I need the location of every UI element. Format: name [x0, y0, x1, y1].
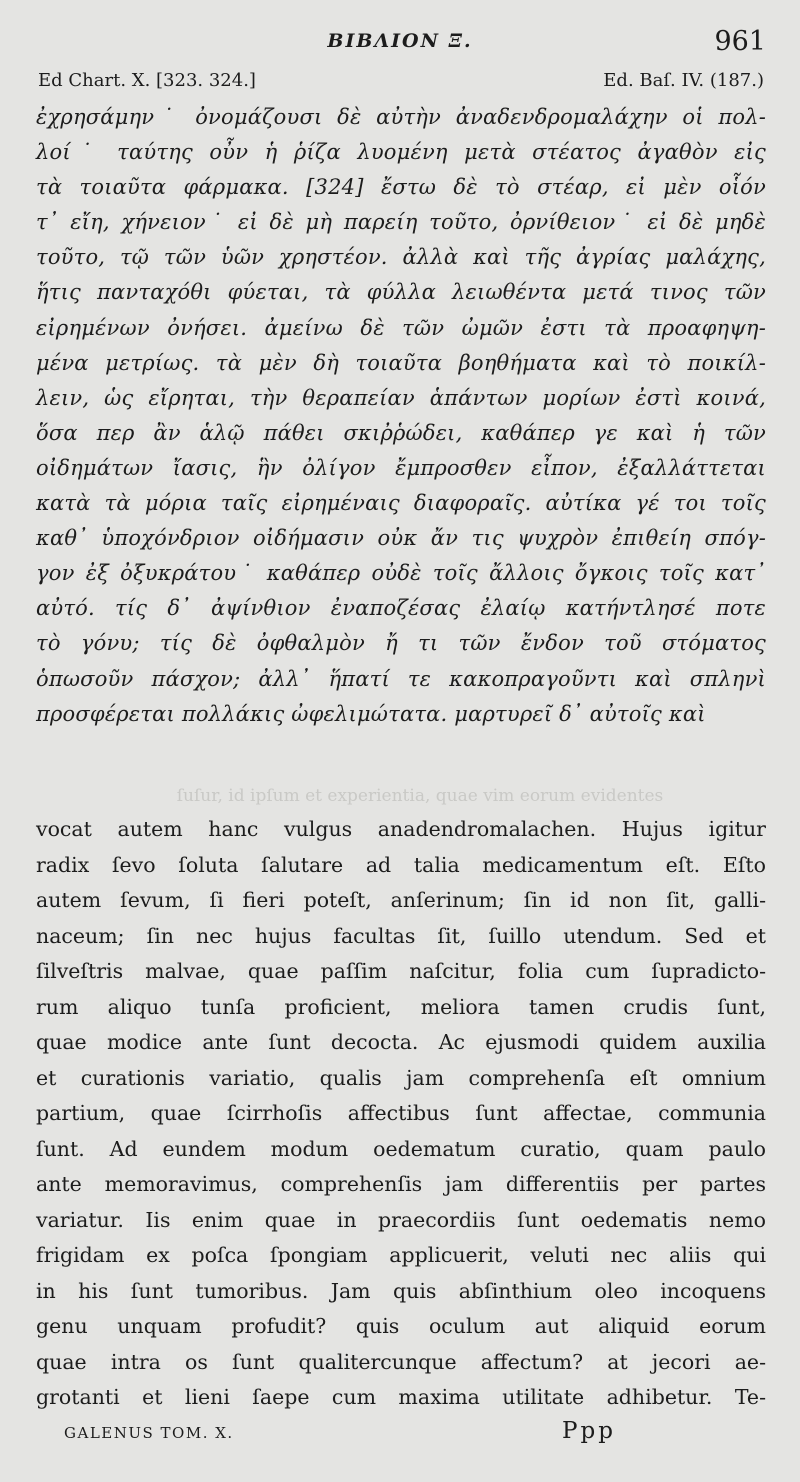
- latin-line-17: grotanti et lieni ſaepe cum maxima utilitate adhibetur. Te-: [36, 1385, 766, 1409]
- latin-line-3: autem ſevum, ſi fieri poteſt, anſerinum; ſin id non ſit, galli-: [36, 888, 766, 912]
- greek-line-4: τ᾿ εἴη, χήνειον˙ εἰ δὲ μὴ παρείη τοῦτο, ὀρνίθειον˙ εἰ δὲ μηδὲ: [36, 210, 766, 235]
- latin-line-12: variatur. Iis enim quae in praecordiis ſunt oedematis nemo: [36, 1207, 766, 1232]
- greek-line-13: καθ᾿ ὑποχόνδριον οἰδήμασιν οὐκ ἄν τις ψυχρὸν ἐπιθείη σπόγ-: [36, 526, 766, 551]
- latin-line-2: radix ſevo ſoluta ſalutare ad talia medicamentum eſt. Eſto: [36, 852, 766, 877]
- latin-line-8: et curationis variatio, qualis jam comprehenſa eſt omnium: [36, 1065, 766, 1090]
- greek-line-6: ἥτις πανταχόθι φύεται, τὰ φύλλα λειωθέντα μετά τινος τῶν: [36, 280, 766, 305]
- greek-line-14: γον ἐξ ὀξυκράτου˙ καθάπερ οὐδὲ τοῖς ἄλλοις ὄγκοις τοῖς κατ᾿: [36, 561, 766, 586]
- page-footer: [64, 1418, 764, 1458]
- latin-line-4: naceum; ſin nec hujus facultas ſit, ſuillo utendum. Sed et: [36, 923, 766, 948]
- latin-line-13: frigidam ex poſca ſpongiam applicuerit, veluti nec aliis qui: [36, 1243, 766, 1267]
- latin-line-14: in his ſunt tumoribus. Jam quis abſinthium oleo incoquens: [36, 1278, 766, 1303]
- greek-line-12: κατὰ τὰ μόρια ταῖς εἰρημέναις διαφοραῖς. αὐτίκα γέ τοι τοῖς: [36, 491, 766, 516]
- greek-line-5: τοῦτο, τῷ τῶν ὑῶν χρηστέον. ἀλλὰ καὶ τῆς ἀγρίας μαλάχης,: [36, 245, 766, 270]
- greek-line-1: ἐχρησάμην˙ ὀνομάζουσι δὲ αὐτὴν ἀναδενδρομαλάχην οἱ πολ-: [36, 105, 766, 129]
- greek-line-15: αὐτό. τίς δ᾿ ἀψίνθιον ἐναποζέσας ἐλαίῳ κατήντλησέ ποτε: [36, 596, 766, 621]
- greek-line-11: οἰδημάτων ἴασις, ἣν ὀλίγον ἔμπροσθεν εἶπον, ἐξαλλάττεται: [36, 455, 766, 480]
- latin-line-15: genu unquam profudit? quis oculum aut aliquid eorum: [36, 1314, 766, 1338]
- latin-line-5: ſilveſtris malvae, quae paſſim naſcitur, folia cum ſupradicto-: [36, 959, 766, 983]
- greek-line-3: τὰ τοιαῦτα φάρμακα. [324] ἔστω δὲ τὸ στέαρ, εἰ μὲν οἷόν: [36, 175, 766, 200]
- edition-chartier-ref: Ed Chart. X. [323. 324.]: [38, 70, 256, 91]
- latin-line-16: quae intra os ſunt qualitercunque affectum? at jecori ae-: [36, 1349, 766, 1374]
- latin-text-column: [36, 812, 766, 1416]
- greek-line-18: προσφέρεται πολλάκις ὠφελιμώτατα. μαρτυρεῖ δ᾿ αὐτοῖς καὶ: [36, 701, 706, 726]
- book-title: BIBΛION Ξ.: [327, 30, 473, 52]
- latin-line-10: ſunt. Ad eundem modum oedematum curatio, quam paulo: [36, 1136, 766, 1161]
- gathering-mark: Ppp: [562, 1418, 616, 1444]
- edition-basel-ref: Ed. Baſ. IV. (187.): [603, 70, 764, 91]
- greek-line-9: λειν, ὡς εἴρηται, τὴν θεραπείαν ἁπάντων μορίων ἐστὶ κοινά,: [36, 385, 766, 410]
- latin-line-1: vocat autem hanc vulgus anadendromalachen. Hujus igitur: [36, 817, 766, 841]
- latin-line-6: rum aliquo tunſa proficient, meliora tamen crudis ſunt,: [36, 994, 766, 1019]
- page-number: 961: [714, 26, 766, 57]
- greek-line-16: τὸ γόνυ; τίς δὲ ὀφθαλμὸν ἤ τι τῶν ἔνδον τοῦ στόματος: [36, 631, 766, 656]
- footer-signature: GALENUS TOM. X.: [64, 1424, 234, 1442]
- greek-line-7: εἰρημένων ὀνήσει. ἀμείνω δὲ τῶν ὠμῶν ἐστι τὰ προαφηψη-: [36, 315, 766, 340]
- greek-line-8: μένα μετρίως. τὰ μὲν δὴ τοιαῦτα βοηθήματα καὶ τὸ ποικίλ-: [36, 350, 766, 375]
- latin-line-11: ante memoravimus, comprehenſis jam differentiis per partes: [36, 1172, 766, 1196]
- greek-text-column: [36, 100, 766, 732]
- greek-line-10: ὅσα περ ἂν ἁλῷ πάθει σκιῤῥώδει, καθάπερ γε καὶ ἡ τῶν: [36, 420, 766, 445]
- latin-line-7: quae modice ante ſunt decocta. Ac ejusmodi quidem auxilia: [36, 1030, 766, 1054]
- edition-reference-line: [38, 70, 764, 91]
- greek-line-2: λοί˙ ταύτης οὖν ἡ ῥίζα λυομένη μετὰ στέατος ἀγαθὸν εἰς: [36, 140, 766, 165]
- bleed-through-text: ſuſur, id ipſum et experientia, quae vim eorum evidentes: [176, 786, 664, 806]
- greek-line-17: ὁπωσοῦν πάσχον; ἀλλ᾿ ἥπατί τε κακοπραγοῦντι καὶ σπληνὶ: [36, 666, 766, 691]
- latin-line-9: partium, quae ſcirrhoſis affectibus ſunt affectae, communia: [36, 1101, 766, 1125]
- running-head: [0, 26, 800, 66]
